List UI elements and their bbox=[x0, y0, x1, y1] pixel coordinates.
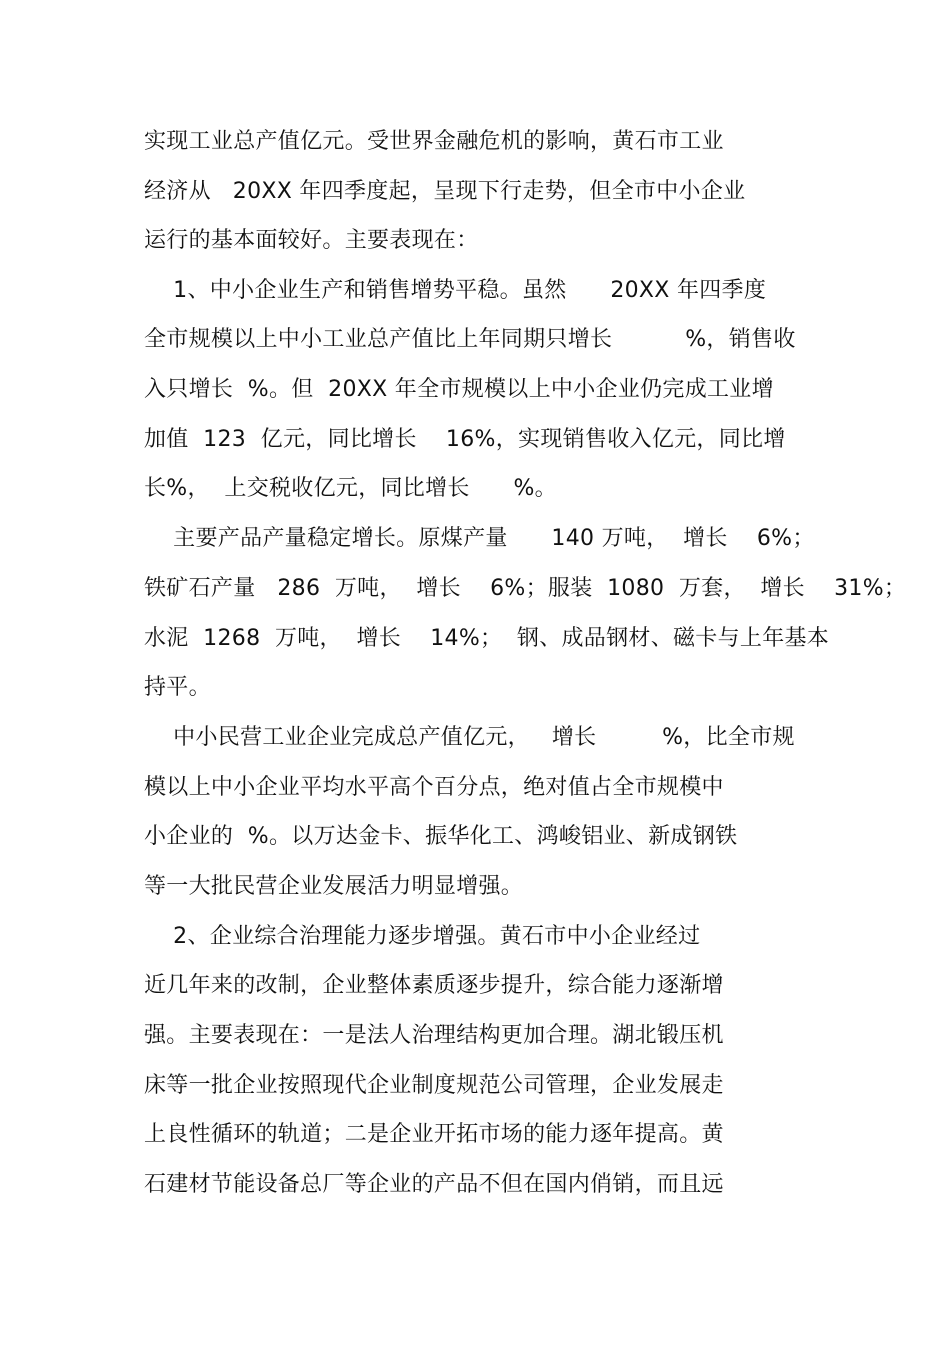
text-line: 加值 123 亿元，同比增长 16%，实现销售收入亿元，同比增 bbox=[144, 427, 786, 452]
text-line: 持平。 bbox=[144, 675, 211, 700]
text-line: 小企业的 %。以万达金卡、振华化工、鸿峻铝业、新成钢铁 bbox=[144, 824, 738, 849]
text-line: 石建材节能设备总厂等企业的产品不但在国内俏销，而且远 bbox=[144, 1172, 724, 1197]
text-line: 2、企业综合治理能力逐步增强。黄石市中小企业经过 bbox=[144, 924, 701, 949]
text-line: 铁矿石产量 286 万吨， 增长 6%；服装 1080 万套， 增长 31%； bbox=[144, 576, 907, 601]
text-line: 模以上中小企业平均水平高个百分点，绝对值占全市规模中 bbox=[144, 775, 724, 800]
text-line: 实现工业总产值亿元。受世界金融危机的影响，黄石市工业 bbox=[144, 129, 724, 154]
text-line: 长%， 上交税收亿元，同比增长 %。 bbox=[144, 476, 557, 501]
text-line: 1、中小企业生产和销售增势平稳。虽然 20XX 年四季度 bbox=[144, 278, 767, 303]
text-line: 入只增长 %。但 20XX 年全市规模以上中小企业仍完成工业增 bbox=[144, 377, 774, 402]
text-line: 水泥 1268 万吨， 增长 14%； 钢、成品钢材、磁卡与上年基本 bbox=[144, 626, 830, 651]
text-line: 强。主要表现在：一是法人治理结构更加合理。湖北锻压机 bbox=[144, 1023, 724, 1048]
text-line: 等一大批民营企业发展活力明显增强。 bbox=[144, 874, 524, 899]
text-line: 上良性循环的轨道；二是企业开拓市场的能力逐年提高。黄 bbox=[144, 1122, 724, 1147]
text-line: 运行的基本面较好。主要表现在： bbox=[144, 228, 479, 253]
text-line: 全市规模以上中小工业总产值比上年同期只增长 %，销售收 bbox=[144, 327, 796, 352]
text-line: 近几年来的改制，企业整体素质逐步提升，综合能力逐渐增 bbox=[144, 973, 724, 998]
text-line: 经济从 20XX 年四季度起，呈现下行走势，但全市中小企业 bbox=[144, 179, 746, 204]
text-line: 主要产品产量稳定增长。原煤产量 140 万吨， 增长 6%； bbox=[144, 526, 815, 551]
text-line: 中小民营工业企业完成总产值亿元， 增长 %，比全市规 bbox=[144, 725, 795, 750]
text-line: 床等一批企业按照现代企业制度规范公司管理，企业发展走 bbox=[144, 1073, 724, 1098]
